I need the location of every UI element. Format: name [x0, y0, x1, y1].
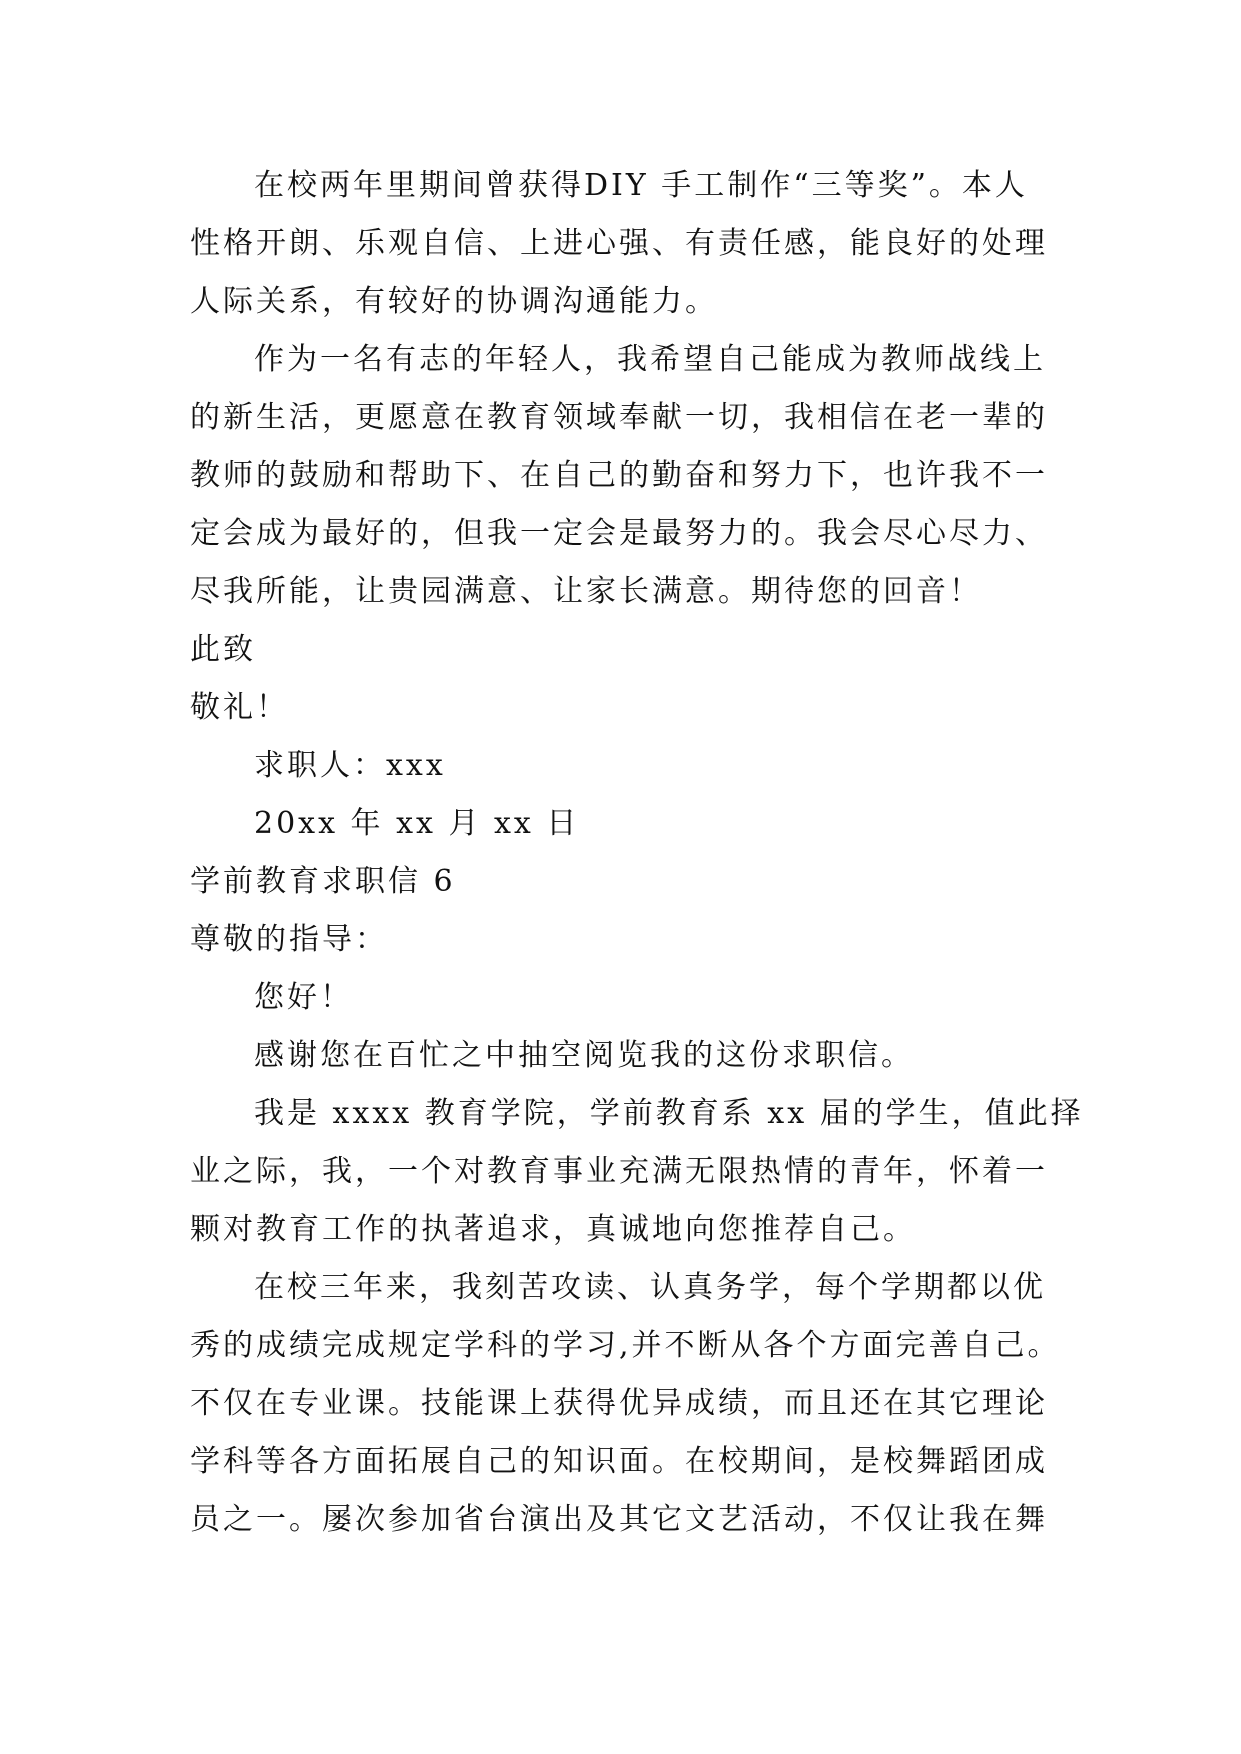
text-line: 学科等各方面拓展自己的知识面。在校期间，是校舞蹈团成 [190, 1444, 1048, 1479]
text-line: 教师的鼓励和帮助下、在自己的勤奋和努力下，也许我不一 [190, 458, 1048, 493]
text-line: 秀的成绩完成规定学科的学习,并不断从各个方面完善自己。 [190, 1328, 1061, 1363]
section-heading: 学前教育求职信 6 [190, 864, 456, 899]
text-line: 在校三年来，我刻苦攻读、认真务学，每个学期都以优 [254, 1270, 1046, 1305]
text-line: 在校两年里期间曾获得DIY 手工制作“三等奖”。本人 [254, 168, 1028, 203]
applicant-signature: 求职人：xxx [254, 748, 446, 783]
text-line: 员之一。屡次参加省台演出及其它文艺活动，不仅让我在舞 [190, 1502, 1048, 1537]
letter-body [190, 157, 1084, 1549]
text-line: 作为一名有志的年轻人，我希望自己能成为教师战线上 [254, 342, 1046, 377]
text-line: 定会成为最好的，但我一定会是最努力的。我会尽心尽力、 [190, 516, 1048, 551]
greeting: 您好！ [254, 980, 353, 1015]
text-line: 业之际，我，一个对教育事业充满无限热情的青年，怀着一 [190, 1154, 1048, 1189]
closing-regards: 敬礼！ [190, 690, 289, 725]
text-line: 不仅在专业课。技能课上获得优异成绩，而且还在其它理论 [190, 1386, 1048, 1421]
text-line: 人际关系，有较好的协调沟通能力。 [190, 284, 718, 319]
text-line: 的新生活，更愿意在教育领域奉献一切，我相信在老一辈的 [190, 400, 1048, 435]
text-line: 性格开朗、乐观自信、上进心强、有责任感，能良好的处理 [190, 226, 1048, 261]
text-line: 我是 xxxx 教育学院，学前教育系 xx 届的学生，值此择 [254, 1096, 1084, 1131]
text-line: 颗对教育工作的执著追求，真诚地向您推荐自己。 [190, 1212, 916, 1247]
text-line: 尽我所能，让贵园满意、让家长满意。期待您的回音！ [190, 574, 982, 609]
letter-date: 20xx 年 xx 月 xx 日 [254, 806, 580, 841]
closing-salutation: 此致 [190, 632, 256, 667]
greeting-recipient: 尊敬的指导： [190, 922, 388, 957]
text-line: 感谢您在百忙之中抽空阅览我的这份求职信。 [254, 1038, 914, 1073]
